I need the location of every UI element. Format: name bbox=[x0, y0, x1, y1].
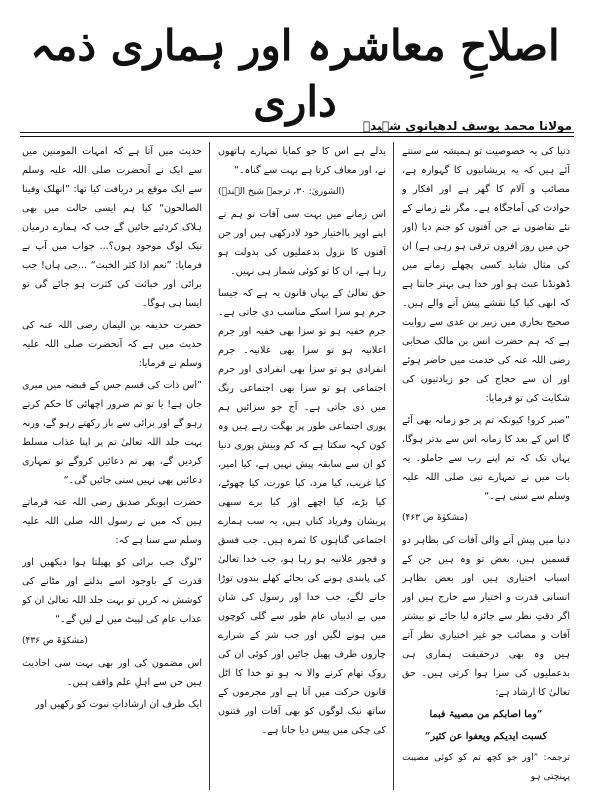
paragraph: ایک طرف ان ارشاداتِ نبوت کو رکھیں اور bbox=[35, 699, 202, 710]
text-column-middle bbox=[218, 142, 386, 794]
article-title: اصلاحِ معاشرہ اور ہماری ذمہ داری bbox=[30, 21, 560, 126]
quote-paragraph: ”صبر کرو! کیونکہ تم پر جو زمانہ بھی آئے گا اس کے بعد کا زمانہ اس سے بدتر ہوگا، یہاں تک کہ تم اپنے رب سے جاملو۔ یہ بات میں نے تمہارے نبی صلی اللہ علیہ وسلم سے سنی ہے۔“ bbox=[402, 415, 570, 502]
text-column-right bbox=[402, 142, 570, 794]
translation: ترجمہ: ”اور جو کچھ تم کو کوئی مصیبت پہنچتی ہو bbox=[402, 753, 570, 782]
paragraph: حق تعالیٰ کے یہاں قانون یہ ہے کہ جیسا جرم ہو سزا اسکے مناسب دی جاتی ہے۔ جرم خفیہ ہو تو سزا بھی خفیہ اور جرم اعلانیہ ہو تو سزا بھی علانیہ۔ جرم انفرادی ہو تو سزا بھی انفرادی اور جرم اجتماعی ہو تو سزا بھی اجتماعی رنگ میں دی جاتی ہے۔ آج جو سزائیں ہم پوری اجتماعی طور پر بھگت رہے ہیں وہ کون کہہ سکتا ہے کہ کم وبیش پوری دنیا کو ان سے سابقہ پیش نہیں ہے، کیا امیر، کیا غریب، کیا مرد، کیا عورت، کیا چھوٹے، کیا بڑے، کیا اچھے اور کیا برے سبھی پریشان وفریاد کناں ہیں، یہ سب ہمارے اجتماعی گناہوں کا ثمرہ ہیں۔ جب فسق و فجور علانیہ ہو رہا ہو، جب خدا تعالیٰ کی پابندی ہونے کی بجائے کھلے بندوں توڑا جانے لگے، جب خدا اور رسول کی شان میں بے ادبیاں عام طور سے گلی کوچوں میں ہونے لگیں اور جب شر کے شرارے چاروں طرف پھیل جائیں اور کوئی ان کی روک تھام کرنے والا نہ ہو تو خدا کا اٹل قانون حرکت میں آتا ہے اور مجرموں کے ساتھ نیک لوگوں کو بھی آفات اور فتنوں کی چکی میں پیس دیا جاتا ہے۔ bbox=[218, 288, 386, 736]
quote-paragraph: ”لوگ جب برائی کو پھیلتا ہوا دیکھیں اور قدرت کے باوجود اسے بدلنے اور مٹانے کی کوشش نہ کریں تو بہت جلد اللہ تعالیٰ ان کو عذاب عام کی لپیٹ میں لے لیں گے۔“ bbox=[22, 557, 202, 625]
reference: (الشوریٰ: ۳۰، ترجمہ شیخ الہندؒ) bbox=[218, 187, 345, 197]
quote-paragraph: ”اس ذات کی قسم جس کے قبضہ میں میری جان ہے! یا تو تم ضرور اچھائی کا حکم کرتے رہو گے اور برائی سے باز رکھتے رہو گے، ورنہ بہت جلد اللہ تعالیٰ تم پر اپنا عذاب مسلط کردیں گے، پھر تم دعائیں کروگے تو تمہاری دعائیں بھی نہیں سنی جائیں گی۔“ bbox=[22, 380, 202, 486]
text-column-left bbox=[22, 142, 202, 794]
paragraph: دنیا کی یہ خصوصیت تو ہمیشہ سے سنتے آئے ہیں کہ یہ پریشانیوں کا گہوارہ ہے، مصائب و آلام کا گھر ہے اور افکار و حوادث کی آماجگاہ ہے۔ مگر نئے زمانے کے نئے تقاضوں نے جن آفتوں کو جنم دیا (اور جن میں روز افزوں ترقی ہو رہی ہے) ان کی مثال شاید کسی پچھلے زمانے میں ڈھونڈنا عبث ہو اور خدا ہی بہتر جانتا ہے کہ ابھی کیا کیا نقشے پیش آنے والے ہیں۔ صحیح بخاری میں زبیر بن عدی سے روایت ہے کہ ہم حضرت انس بن مالک صحابی رضی اللہ عنہ کی خدمت میں حاضر ہوئے اور ان سے حجاج کی جو زیادتیوں کی شکایت کی تو فرمایا: bbox=[402, 146, 570, 404]
paragraph: بدلے ہے اس کا جو کمایا تمہارے ہاتھوں نے، اور معاف کرتا ہے بہت سے گناہ۔“ bbox=[218, 146, 386, 176]
reference: (مشکوٰۃ ص ۴۳۶) bbox=[22, 636, 88, 646]
paragraph: حدیث میں آتا ہے کہ امہات المومنین میں سے ایک نے آنحضرت صلی اللہ علیہ وسلم سے ایک موقع پر دریافت کیا تھا: ”انھلک وفینا الصالحون“ کیا ہم ایسی حالت میں بھی ہلاک کردئیے جائیں گے جب کہ ہمارے درمیان نیک لوگ موجود ہوں؟... جواب میں آپ نے فرمایا: ”نعم اذا کثر الخبث“ ...جی ہاں! جب برائی اور خباثت کی کثرت ہو جائے گی تو ایسا ہی ہوگا۔ bbox=[22, 146, 202, 309]
column-divider bbox=[393, 142, 394, 790]
column-divider bbox=[209, 142, 210, 790]
paragraph: حضرت حذیفہ بن الیمان رضی اللہ عنہ کی حدیث میں ہے کہ آنحضرت صلی اللہ علیہ وسلم نے فرمایا: bbox=[22, 320, 202, 369]
arabic-verse-line: کسبت ایدیکم ویعفوا عن کثیر“ bbox=[424, 731, 548, 742]
paragraph: اس زمانے میں بہت سی آفات تو ہم نے اپنے اوپر بااختیار خود لادرکھی ہیں اور جن آفتوں کا نزول بدعملیوں کی بدولت ہو رہا ہے، ان کا تو کوئی شمار ہی نہیں۔ bbox=[218, 209, 386, 277]
header-divider bbox=[20, 132, 574, 133]
header-divider-thin bbox=[20, 136, 574, 137]
paragraph: دنیا میں پیش آنے والی آفات کی بظاہر دو قسمیں ہیں، بعض تو وہ ہیں جن کے اسباب اختیاری ہیں اور بعض بظاہر انسانی قدرت و اختیار سے خارج ہیں اور اگر دقتِ نظر سے جائزہ لیا جائے تو بیشتر آفات و مصائب جو غیر اختیاری نظر آتے ہیں وہ بھی درحقیقت ہماری ہی بدعملیوں کی سزا ہوا کرتی ہیں۔ حق تعالیٰ کا ارشاد ہے: bbox=[402, 535, 570, 698]
author-byline: مولانا محمد یوسف لدھیانوی شہیدؒ bbox=[362, 119, 572, 133]
paragraph: اس مضمون کی اور بھی بہت سی احادیث ہیں جن سے اہلِ علم واقف ہیں۔ bbox=[22, 658, 202, 688]
paragraph: حضرت ابوبکر صدیق رضی اللہ عنہ فرماتے ہیں کہ میں نے رسول اللہ صلی اللہ علیہ وسلم سے سنا ہے کہ: bbox=[22, 497, 202, 546]
reference: (مشکوٰۃ ص ۴۶۳) bbox=[402, 513, 468, 523]
arabic-verse-line: ”وما اصابکم من مصیبۃ فبما bbox=[429, 709, 543, 720]
